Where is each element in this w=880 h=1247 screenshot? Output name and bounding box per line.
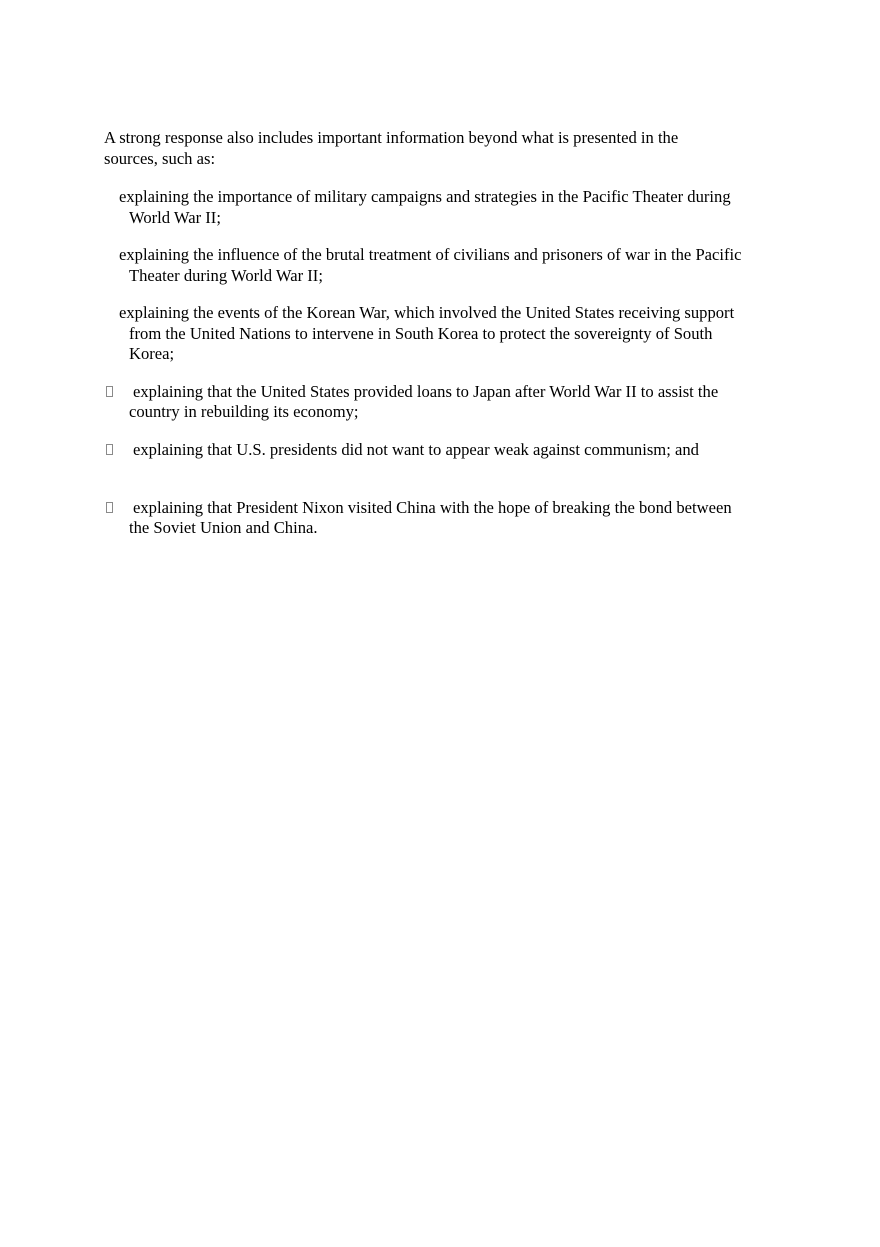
list-item: [104, 440, 744, 481]
missing-glyph-bullet-icon: [106, 386, 113, 397]
list-item: [104, 245, 744, 286]
list-item: [104, 303, 744, 365]
list-item-text: explaining that President Nixon visited China with the hope of breaking the bond between the Soviet Union and China.: [129, 497, 732, 537]
list-item: [104, 498, 744, 539]
list-item: [104, 382, 744, 423]
list-item-text: explaining that U.S. presidents did not want to appear weak against communism; and: [133, 439, 699, 459]
missing-glyph-bullet-icon: [106, 502, 113, 513]
list-item-text: explaining that the United States provided loans to Japan after World War II to assist the country in rebuilding its economy;: [129, 381, 719, 421]
list-item: [104, 187, 744, 228]
list-item-text: explaining the influence of the brutal treatment of civilians and prisoners of war in the Pacific Theater during World War II;: [119, 245, 742, 285]
intro-paragraph: A strong response also includes important information beyond what is presented in the sources, such as:: [104, 128, 679, 168]
list-item-text: explaining the importance of military campaigns and strategies in the Pacific Theater during World War II;: [119, 187, 731, 227]
missing-glyph-bullet-icon: [106, 444, 113, 455]
response-criteria-list: [104, 187, 744, 556]
list-item-text: explaining the events of the Korean War, which involved the United States receiving support from the United Nations to intervene in South Korea to protect the sovereignty of South Korea;: [119, 303, 735, 363]
